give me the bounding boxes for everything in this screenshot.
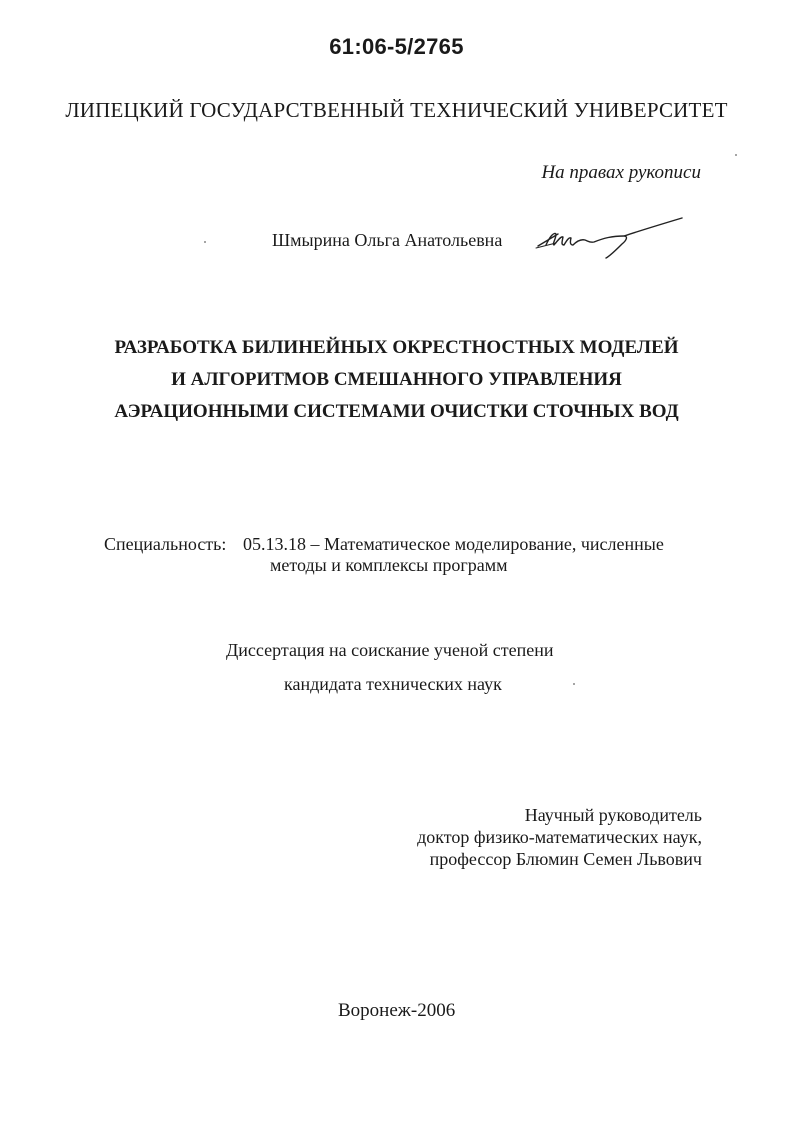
specialty-line-1: 05.13.18 – Математическое моделирование, численные — [243, 534, 664, 554]
degree-line-1: Диссертация на соискание ученой степени — [226, 640, 554, 660]
dissertation-title — [0, 332, 793, 428]
catalog-number: 61:06-5/2765 — [329, 34, 464, 59]
city-year: Воронеж-2006 — [338, 1000, 456, 1021]
university-name: ЛИПЕЦКИЙ ГОСУДАРСТВЕННЫЙ ТЕХНИЧЕСКИЙ УНИВЕРСИТЕТ — [65, 98, 728, 122]
specialty-label: Специальность: — [104, 534, 227, 554]
author-signature — [532, 212, 692, 262]
scan-speck — [735, 154, 737, 156]
title-line-1: РАЗРАБОТКА БИЛИНЕЙНЫХ ОКРЕСТНОСТНЫХ МОДЕЛЕЙ — [114, 337, 679, 358]
supervisor-degree: доктор физико-математических наук, — [417, 827, 702, 847]
title-line-2: И АЛГОРИТМОВ СМЕШАННОГО УПРАВЛЕНИЯ — [171, 369, 622, 390]
supervisor-block — [417, 804, 702, 870]
supervisor-name: профессор Блюмин Семен Львович — [429, 849, 702, 869]
scan-speck — [204, 241, 206, 243]
scan-speck — [573, 683, 575, 685]
title-line-3: АЭРАЦИОННЫМИ СИСТЕМАМИ ОЧИСТКИ СТОЧНЫХ ВОД — [114, 401, 679, 422]
supervisor-role: Научный руководитель — [524, 805, 702, 825]
author-name: Шмырина Ольга Анатольевна — [272, 230, 503, 250]
specialty-line-2: методы и комплексы программ — [270, 555, 508, 575]
manuscript-rights-note: На правах рукописи — [541, 162, 701, 183]
degree-line-2: кандидата технических наук — [284, 674, 502, 694]
